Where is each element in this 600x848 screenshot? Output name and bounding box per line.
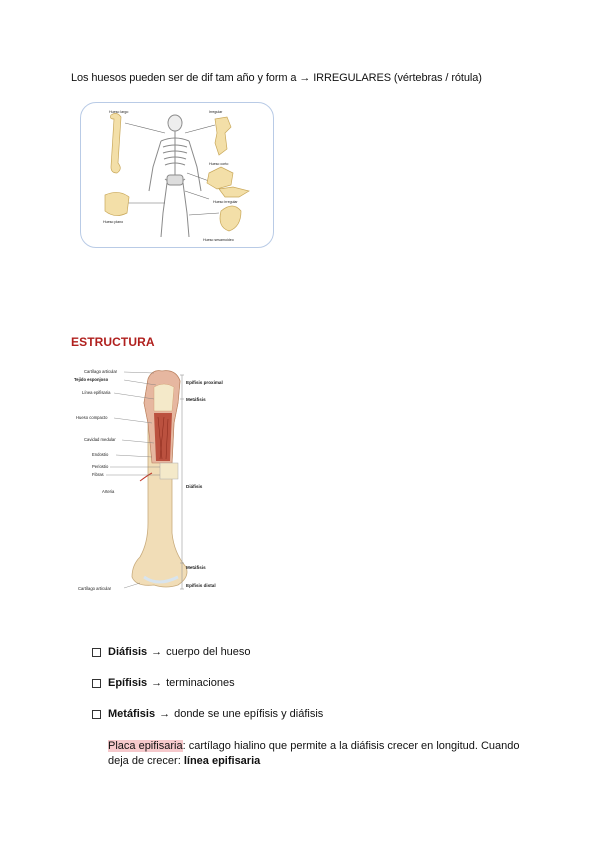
long-bone-icon bbox=[110, 113, 121, 173]
label-metaphysis-top: Metáfisis bbox=[186, 397, 206, 402]
term: Metáfisis bbox=[108, 708, 156, 720]
label-epiphyseal-line: Línea epifisaria bbox=[82, 390, 111, 395]
arrow-glyph: → bbox=[151, 646, 163, 658]
skeleton-figure bbox=[149, 115, 201, 237]
sesamoid-bone-icon bbox=[220, 206, 241, 231]
vertebra-icon bbox=[219, 187, 249, 197]
term: Epífisis bbox=[108, 677, 148, 689]
label-distal-epiphysis: Epífisis distal bbox=[186, 583, 216, 588]
bone-structure-diagram bbox=[74, 363, 246, 601]
term: Diáfisis bbox=[108, 646, 148, 658]
epiphyseal-plate-note bbox=[108, 739, 538, 769]
label-sesamoid: Hueso sesamoideo bbox=[203, 238, 234, 242]
note-bold-term: línea epifisaria bbox=[183, 755, 261, 767]
checkbox[interactable] bbox=[92, 648, 101, 657]
checkbox[interactable] bbox=[92, 710, 101, 719]
section-title: ESTRUCTURA bbox=[71, 335, 155, 349]
list-item-epiphysis bbox=[92, 677, 235, 689]
connector-lines bbox=[125, 123, 219, 215]
label-metaphysis-bottom: Metáfisis bbox=[186, 565, 206, 570]
description: donde se une epífisis y diáfisis bbox=[174, 708, 324, 720]
label-cartilage-top: Cartílago articular bbox=[84, 369, 118, 374]
bone-types-figure bbox=[80, 102, 274, 248]
label-artery: Arteria bbox=[102, 489, 115, 494]
short-bone-icon bbox=[207, 167, 233, 189]
list-item-diaphysis bbox=[92, 646, 251, 658]
checkbox[interactable] bbox=[92, 679, 101, 688]
highlighted-term: Placa epifisaria bbox=[108, 740, 183, 752]
label-proximal-epiphysis: Epífisis proximal bbox=[186, 380, 223, 385]
note-text: : cartílago hialino que permite a la diáfisis crecer en longitud. Cuando deja de crecer: bbox=[108, 740, 520, 767]
label-fibers: Fibras bbox=[92, 472, 104, 477]
label-long-bone: Hueso largo bbox=[109, 110, 129, 114]
label-flat-bone: Hueso plano bbox=[103, 220, 124, 224]
label-endosteum: Endostio bbox=[92, 452, 109, 457]
label-irregular-bone: Hueso irregular bbox=[213, 200, 238, 204]
label-compact-bone: Hueso compacto bbox=[76, 415, 108, 420]
flat-bone-icon bbox=[105, 192, 129, 215]
description: terminaciones bbox=[166, 677, 235, 689]
description: cuerpo del hueso bbox=[166, 646, 251, 658]
region-bracket bbox=[180, 375, 184, 589]
label-irregular: Irregular bbox=[209, 110, 223, 114]
list-item-metaphysis bbox=[92, 708, 323, 720]
femur-illustration bbox=[132, 371, 187, 587]
label-spongy-tissue: Tejido esponjoso bbox=[74, 377, 109, 382]
bone-types-diagram bbox=[81, 103, 273, 247]
irregular-bone-icon bbox=[215, 117, 231, 155]
label-short-bone: Hueso corto bbox=[209, 162, 229, 166]
bone-structure-figure bbox=[74, 363, 246, 601]
intro-text: Los huesos pueden ser de dif tam año y form a → IRREGULARES (vértebras / rótula) bbox=[71, 72, 482, 84]
label-medullary-cavity: Cavidad medular bbox=[84, 437, 116, 442]
arrow-glyph: → bbox=[151, 677, 163, 689]
arrow-glyph: → bbox=[159, 708, 171, 720]
label-cartilage-bottom: Cartílago articular bbox=[78, 586, 112, 591]
label-periosteum: Periostio bbox=[92, 464, 109, 469]
label-diaphysis: Diáfisis bbox=[186, 484, 203, 489]
